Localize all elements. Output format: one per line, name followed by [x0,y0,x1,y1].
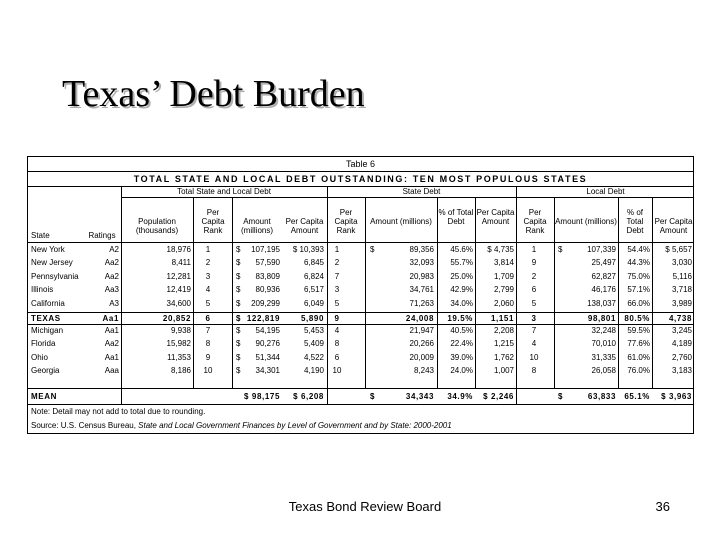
cell-l-pc: 3,030 [671,258,692,268]
cell-s-amount: 34,761 [409,285,434,295]
cell-s-pc: 2,060 [493,298,514,308]
cell-t-pc: 5,453 [303,326,324,335]
cell-rating: Aa2 [104,271,119,281]
cell-s-pc: 1,007 [493,366,514,376]
cell-t-pc: 5,890 [300,314,324,323]
cell-t-amount: 209,299 [251,298,280,308]
cell-l-amount: 138,037 [587,298,616,308]
col-header-per-capita-rank: Per Capita Rank [201,208,225,235]
cell-state: Florida [31,339,56,349]
cell-t-pc: 6,845 [303,258,324,268]
mean-local-amount: 63,833 [587,392,616,401]
cell-rating: Aa1 [104,352,119,362]
mean-state-currency: $ [370,392,376,401]
cell-t-pc: 5,409 [303,339,324,349]
cell-state: TEXAS [31,314,61,323]
cell-t-pc: 6,049 [303,298,324,308]
cell-state: Illinois [31,285,54,295]
cell-t-rank: 9 [205,352,211,362]
cell-t-amount: 83,809 [255,271,280,281]
cell-t-rank: 7 [205,326,211,335]
cell-t-rank: 8 [205,339,211,349]
cell-t-pc: 6,517 [303,285,324,295]
debt-table [27,156,694,434]
cell-s-pc: 1,709 [493,271,514,281]
cell-l-rank: 4 [531,339,537,349]
cell-l-pct: 54.4% [627,245,650,254]
cell-rating: Aa1 [102,314,119,323]
cell-rating: Aa1 [104,326,119,335]
cell-l-pct: 80.5% [624,314,650,323]
cell-population: 12,419 [166,285,191,295]
cell-s-rank: 4 [334,326,340,335]
cell-s-pc: 2,208 [493,326,514,335]
footer-text: Texas Bond Review Board [288,499,442,514]
mean-total-per-capita: $ 6,208 [293,392,324,401]
group-header-total: Total State and Local Debt [177,187,271,196]
cell-s-pc: 1,215 [493,339,514,349]
cell-t-cur: $ [236,245,241,254]
cell-t-amount: 122,819 [246,314,280,323]
mean-state-amount: 34,343 [405,392,434,401]
rule-under-headers [28,242,693,243]
mean-local-currency: $ [558,392,564,401]
cell-l-pct: 76.0% [627,366,650,376]
cell-t-rank: 1 [205,245,211,254]
cell-s-pc: $ 4,735 [487,245,514,254]
table-title: TOTAL STATE AND LOCAL DEBT OUTSTANDING: TEN MOST POPULOUS STATES [133,174,588,184]
cell-state: Pennsylvania [31,271,79,281]
cell-s-pct: 22.4% [450,339,473,349]
cell-t-cur: $ [236,314,242,323]
col-header-per-capita-rank: Per Capita Rank [523,208,547,235]
cell-l-rank: 5 [531,298,537,308]
cell-population: 8,411 [171,258,191,268]
cell-s-pct: 19.5% [447,314,473,323]
cell-s-cur: $ [370,245,375,254]
rule-after-texas [28,324,693,325]
cell-t-pc: 6,824 [303,271,324,281]
cell-l-amount: 62,827 [591,271,616,281]
cell-l-pct: 77.6% [627,339,650,349]
cell-s-rank: 1 [334,245,340,254]
cell-l-rank: 6 [531,285,537,295]
cell-state: California [31,298,65,308]
cell-s-pct: 40.5% [450,326,473,335]
group-header-state: State Debt [402,187,441,196]
cell-s-rank: 8 [334,339,340,349]
cell-t-pc: 4,190 [303,366,324,376]
cell-rating: Aa3 [104,285,119,295]
cell-t-cur: $ [236,326,241,335]
cell-l-rank: 8 [531,366,537,376]
col-header-per-capita-amount: Per Capita Amount [476,208,515,226]
cell-t-amount: 80,936 [255,285,280,295]
mean-label: MEAN [31,392,57,401]
cell-t-cur: $ [236,352,241,362]
cell-l-amount: 70,010 [591,339,616,349]
table-source [31,421,452,430]
cell-l-pct: 44.3% [627,258,650,268]
table-caption: Table 6 [345,159,376,169]
cell-s-amount: 20,009 [409,352,434,362]
cell-population: 11,353 [167,352,191,362]
cell-s-pct: 42.9% [450,285,473,295]
cell-s-rank: 5 [334,298,340,308]
cell-population: 15,982 [166,339,191,349]
col-header-pct-total-debt: % of Total Debt [438,208,474,226]
cell-t-amount: 107,195 [251,245,280,254]
cell-t-cur: $ [236,298,241,308]
col-header-per-capita-amount: Per Capita Amount [654,217,693,235]
mean-local-pct: 65.1% [624,392,650,401]
cell-rating: Aa2 [104,339,119,349]
cell-l-pc: 3,183 [671,366,692,376]
cell-l-rank: 9 [531,258,537,268]
cell-t-pc: 4,522 [303,352,324,362]
cell-l-rank: 2 [531,271,537,281]
cell-l-rank: 7 [531,326,537,335]
cell-t-cur: $ [236,285,241,295]
cell-s-amount: 20,983 [409,271,434,281]
cell-t-amount: 90,276 [255,339,280,349]
col-header-amount: Amount (millions) [241,217,273,235]
col-header-per-capita-rank: Per Capita Rank [334,208,358,235]
cell-t-rank: 3 [205,271,211,281]
cell-l-amount: 98,801 [587,314,616,323]
cell-t-amount: 34,301 [255,366,280,376]
rule-before-texas [28,312,693,313]
cell-population: 18,976 [166,245,191,254]
cell-t-amount: 54,195 [255,326,280,335]
cell-t-rank: 10 [203,366,213,376]
cell-l-pct: 61.0% [627,352,650,362]
cell-t-rank: 4 [205,285,211,295]
cell-s-amount: 32,093 [409,258,434,268]
cell-population: 20,852 [162,314,191,323]
cell-state: New York [31,245,65,254]
cell-s-pct: 55.7% [450,258,473,268]
cell-l-pc: 5,116 [672,271,692,281]
cell-l-pct: 66.0% [627,298,650,308]
slide-title: Texas’ Debt Burden [62,73,365,115]
rule-after-mean [28,404,693,405]
source-title: State and Local Government Finances by Level of Government and by State: 2000-2001 [138,421,452,430]
mean-local-per-capita: $ 3,963 [661,392,692,401]
cell-t-cur: $ [236,366,241,376]
cell-l-amount: 46,176 [591,285,616,295]
cell-s-amount: 24,008 [405,314,434,323]
source-prefix: Source: U.S. Census Bureau, [31,421,139,430]
cell-l-cur: $ [558,245,563,254]
cell-t-cur: $ [236,258,241,268]
cell-s-amount: 21,947 [409,326,434,335]
cell-s-pc: 1,151 [490,314,514,323]
cell-s-rank: 6 [334,352,340,362]
col-header-amount: Amount (millions) [555,217,617,226]
cell-rating: A3 [109,298,119,308]
col-header-amount: Amount (millions) [370,217,432,226]
cell-l-amount: 32,248 [591,326,616,335]
mean-total-amount: $ 98,175 [244,392,280,401]
cell-l-pc: 2,760 [671,352,692,362]
cell-l-rank: 1 [531,245,537,254]
cell-t-amount: 51,344 [255,352,280,362]
cell-s-rank: 9 [334,314,340,323]
cell-l-pc: 3,718 [671,285,692,295]
cell-s-pct: 39.0% [450,352,473,362]
cell-state: New Jersey [31,258,73,268]
cell-l-pc: 4,189 [671,339,692,349]
col-header-per-capita-amount: Per Capita Amount [285,217,324,235]
cell-t-cur: $ [236,271,241,281]
rule-before-mean [28,388,693,389]
cell-l-pc: 3,989 [671,298,692,308]
mean-state-pct: 34.9% [447,392,473,401]
cell-s-pc: 2,799 [493,285,514,295]
cell-t-rank: 6 [205,314,211,323]
col-header-pct-total-debt: % of Total Debt [626,208,644,235]
cell-l-amount: 31,335 [591,352,616,362]
cell-l-amount: 26,058 [591,366,616,376]
cell-l-rank: 3 [531,314,537,323]
cell-s-pc: 3,814 [493,258,514,268]
cell-l-amount: 25,497 [591,258,616,268]
cell-s-amount: 20,266 [409,339,434,349]
cell-t-rank: 5 [205,298,211,308]
cell-s-amount: 71,263 [409,298,434,308]
cell-s-amount: 89,356 [409,245,434,254]
cell-s-pc: 1,762 [493,352,514,362]
cell-rating: A2 [109,245,119,254]
cell-l-rank: 10 [529,352,539,362]
cell-l-pc: $ 5,657 [665,245,692,254]
cell-population: 9,938 [170,326,191,335]
cell-t-cur: $ [236,339,241,349]
cell-s-amount: 8,243 [413,366,434,376]
cell-s-pct: 25.0% [450,271,473,281]
page-number: 36 [655,499,670,514]
cell-s-pct: 24.0% [450,366,473,376]
cell-s-rank: 3 [334,285,340,295]
rule-top [28,171,693,172]
table-note: Note: Detail may not add to total due to rounding. [31,407,206,416]
cell-s-rank: 7 [334,271,340,281]
cell-s-rank: 10 [332,366,342,376]
cell-l-pct: 75.0% [627,271,650,281]
cell-s-pct: 34.0% [450,298,473,308]
cell-state: Georgia [31,366,60,376]
mean-state-per-capita: $ 2,246 [483,392,514,401]
group-header-local: Local Debt [586,187,625,196]
cell-t-pc: $ 10,393 [292,245,324,254]
col-header-state: State [31,231,50,240]
cell-l-pc: 3,245 [671,326,692,335]
cell-state: Ohio [31,352,48,362]
rule-under-groups [121,197,693,198]
cell-s-pct: 45.6% [450,245,473,254]
cell-l-amount: 107,339 [587,245,616,254]
cell-population: 34,600 [166,298,191,308]
cell-t-amount: 57,590 [255,258,280,268]
col-header-population: Population (thousands) [135,217,179,235]
cell-l-pct: 59.5% [627,326,650,335]
cell-t-rank: 2 [205,258,211,268]
cell-population: 8,186 [170,366,191,376]
cell-l-pct: 57.1% [627,285,650,295]
cell-rating: Aaa [104,366,119,376]
cell-s-rank: 2 [334,258,340,268]
cell-l-pc: 4,738 [668,314,692,323]
cell-rating: Aa2 [104,258,119,268]
cell-state: Michigan [31,326,64,335]
col-header-ratings: Ratings [88,231,116,240]
cell-population: 12,281 [166,271,191,281]
